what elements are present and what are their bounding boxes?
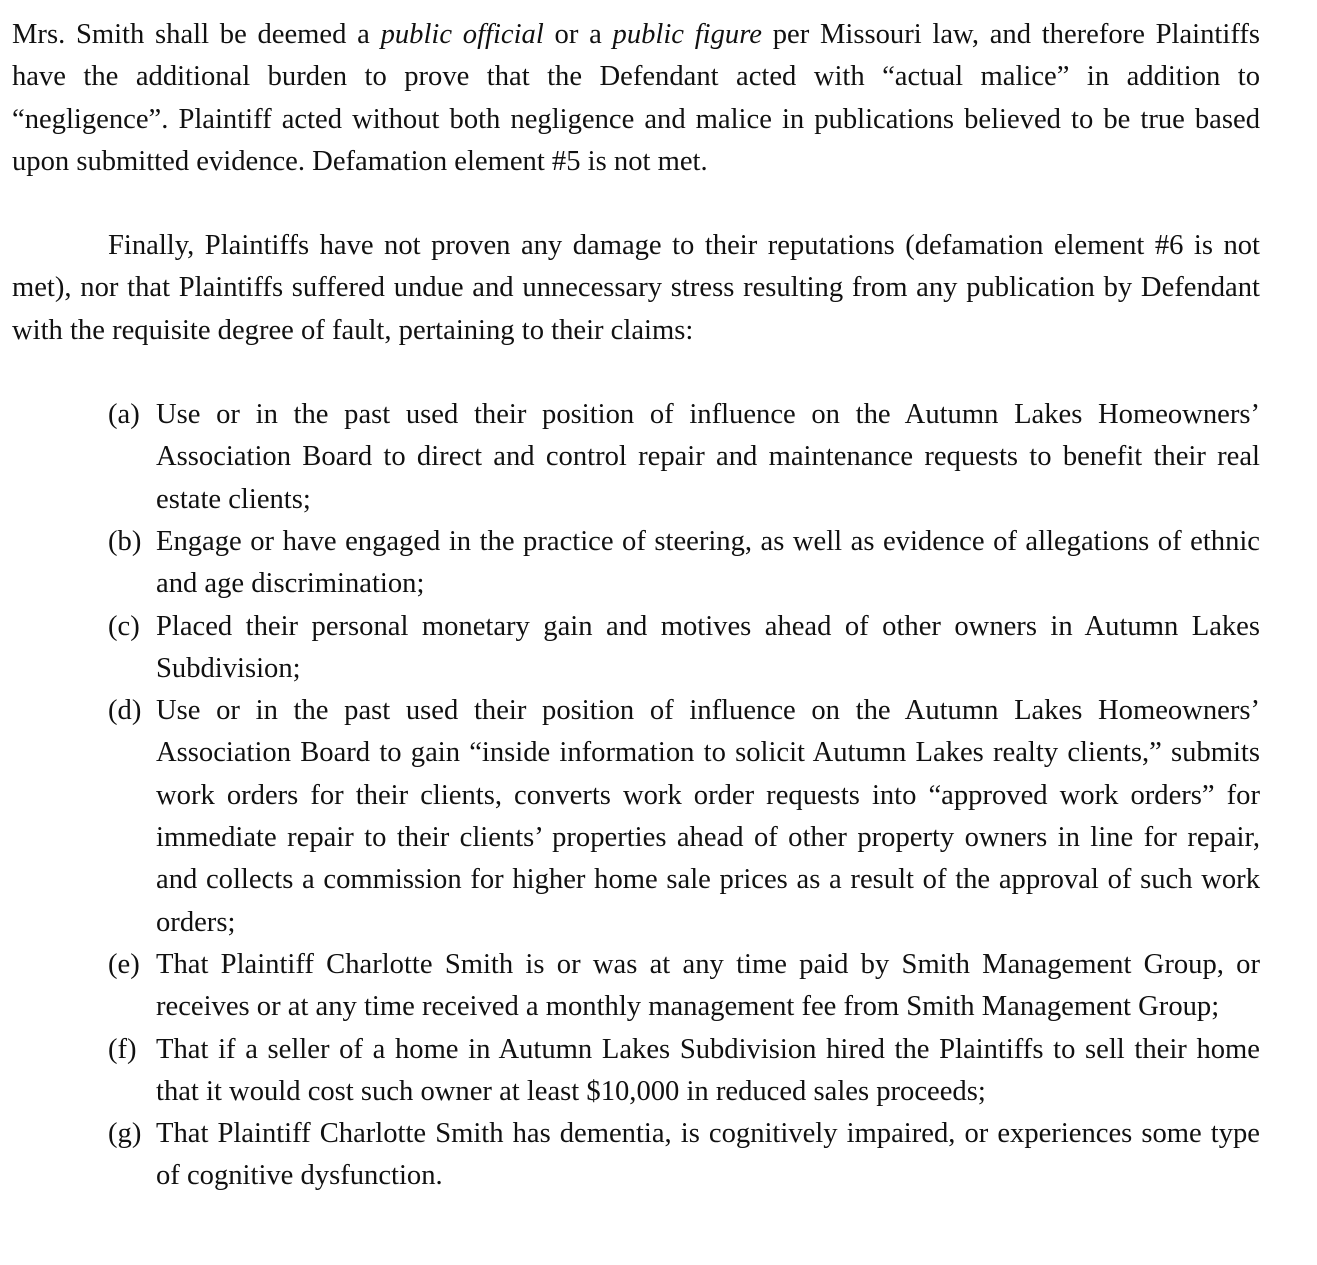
term-public-official: public official <box>380 19 544 50</box>
document-page <box>12 14 1260 1198</box>
claim-marker: (g) <box>108 1118 142 1150</box>
claim-item-f <box>108 1029 1260 1114</box>
term-public-figure: public figure <box>612 19 762 50</box>
claim-item-g <box>108 1113 1260 1198</box>
claim-marker: (b) <box>108 525 142 557</box>
claim-item-a <box>108 394 1260 521</box>
claim-item-e <box>108 944 1260 1029</box>
paragraph-1-middle: or a <box>543 19 613 50</box>
claims-list <box>12 394 1260 1198</box>
paragraph-1-prefix: Mrs. Smith shall be deemed a <box>12 19 381 50</box>
claim-text: That Plaintiff Charlotte Smith is or was at any time paid by Smith Management Group, or receives or at any time received a monthly management fee from Smith Management Group; <box>156 948 1260 1023</box>
claim-marker: (e) <box>108 948 140 980</box>
claim-marker: (a) <box>108 399 140 431</box>
claim-marker: (d) <box>108 695 142 727</box>
claim-marker: (f) <box>108 1033 137 1065</box>
claim-text: Placed their personal monetary gain and motives ahead of other owners in Autumn Lakes Subdivision; <box>156 610 1260 684</box>
paragraph-actual-malice <box>12 14 1260 183</box>
claim-text: Use or in the past used their position of influence on the Autumn Lakes Homeowners’ Association Board to direct and control repair and maintenance requests to benefit their real estate clients; <box>156 399 1260 515</box>
claim-marker: (c) <box>108 610 140 642</box>
claim-item-c <box>108 606 1260 691</box>
claim-item-b <box>108 521 1260 606</box>
claim-item-d <box>108 690 1260 944</box>
claim-text: That Plaintiff Charlotte Smith has dementia, is cognitively impaired, or experiences some type of cognitive dysfunction. <box>156 1118 1260 1192</box>
paragraph-damages: Finally, Plaintiffs have not proven any damage to their reputations (defamation element #6 is not met), nor that Plaintiffs suffered undue and unnecessary stress resulting from any publication by Defendant with the requisite degree of fault, pertaining to their claims: <box>12 230 1260 346</box>
paragraph-1-suffix: per Missouri law, and therefore Plaintiffs have the additional burden to prove that the Defendant acted with “actual malice” in addition to “negligence”. Plaintiff acted without both negligence and malice in publications believed to be true based upon submitted evidence. Defamation element #5 is not met. <box>12 19 1260 177</box>
claim-text: Use or in the past used their position of influence on the Autumn Lakes Homeowners’ Association Board to gain “inside information to solicit Autumn Lakes realty clients,” submits work orders for their clients, converts work order requests into “approved work orders” for immediate repair to their clients’ properties ahead of other property owners in line for repair, and collects a commission for higher home sale prices as a result of the approval of such work orders; <box>156 695 1260 938</box>
claim-text: Engage or have engaged in the practice of steering, as well as evidence of allegations of ethnic and age discrimination; <box>156 525 1260 600</box>
claim-text: That if a seller of a home in Autumn Lakes Subdivision hired the Plaintiffs to sell their home that it would cost such owner at least $10,000 in reduced sales proceeds; <box>156 1033 1260 1107</box>
